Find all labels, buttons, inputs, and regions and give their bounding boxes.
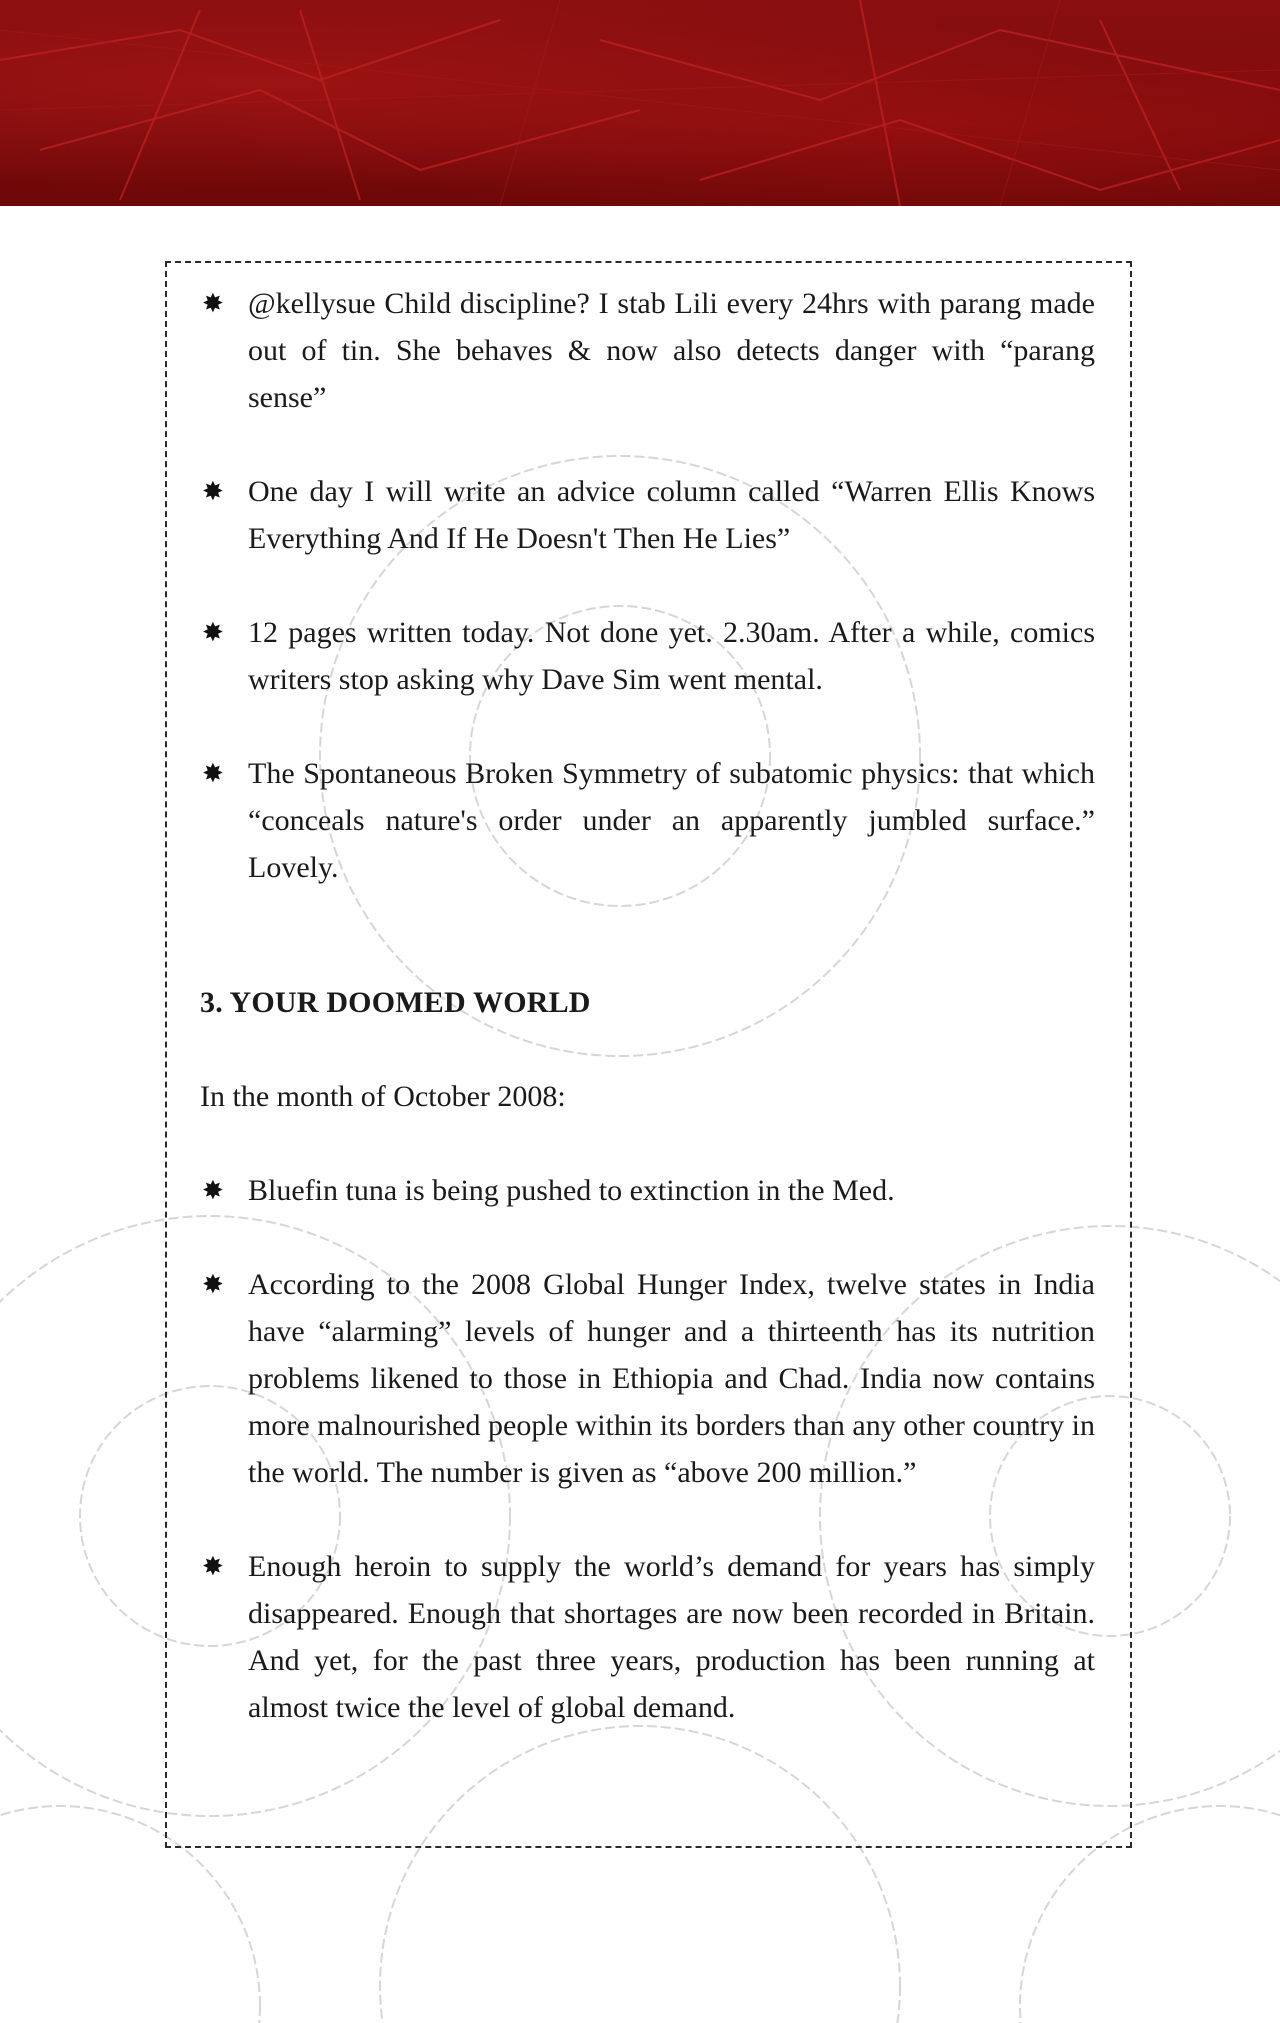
list-item xyxy=(200,750,1095,891)
list-item xyxy=(200,1261,1095,1496)
list-item-text: 12 pages written today. Not done yet. 2.30am. After a while, comics writers stop asking why Dave Sim went mental. xyxy=(248,616,1095,696)
page-content xyxy=(200,280,1095,1731)
list-item xyxy=(200,280,1095,421)
top-banner xyxy=(0,0,1280,206)
list-item-text: The Spontaneous Broken Symmetry of subatomic physics: that which “conceals nature's order under an apparently jumbled surface.” Lovely. xyxy=(248,757,1095,884)
asterisk-bullet-icon: ✸ xyxy=(202,1552,224,1581)
asterisk-bullet-icon: ✸ xyxy=(202,477,224,506)
list-item xyxy=(200,468,1095,562)
list-item-text: Bluefin tuna is being pushed to extinction in the Med. xyxy=(248,1174,895,1207)
list-item-text: @kellysue Child discipline? I stab Lili every 24hrs with parang made out of tin. She behaves & now also detects danger with “parang sense” xyxy=(248,287,1095,414)
banner-scratches xyxy=(0,0,1280,206)
list-item xyxy=(200,609,1095,703)
section-intro: In the month of October 2008: xyxy=(200,1080,566,1113)
asterisk-bullet-icon: ✸ xyxy=(202,1270,224,1299)
list-item xyxy=(200,1167,1095,1214)
list-item-text: According to the 2008 Global Hunger Index, twelve states in India have “alarming” levels of hunger and a thirteenth has its nutrition problems likened to those in Ethiopia and Chad. India now contains more malnourished people within its borders than any other country in the world. The number is given as “above 200 million.” xyxy=(248,1268,1095,1489)
asterisk-bullet-icon: ✸ xyxy=(202,618,224,647)
asterisk-bullet-icon: ✸ xyxy=(202,289,224,318)
asterisk-bullet-icon: ✸ xyxy=(202,1176,224,1205)
list-item-text: One day I will write an advice column called “Warren Ellis Knows Everything And If He Doesn't Then He Lies” xyxy=(248,475,1095,555)
doomed-world-list xyxy=(200,1167,1095,1731)
list-item-text: Enough heroin to supply the world’s demand for years has simply disappeared. Enough that shortages are now been recorded in Britain. And yet, for the past three years, production has been running at almost twice the level of global demand. xyxy=(248,1550,1095,1724)
asterisk-bullet-icon: ✸ xyxy=(202,759,224,788)
list-item xyxy=(200,1543,1095,1731)
section-heading: 3. YOUR DOOMED WORLD xyxy=(200,986,591,1019)
tweet-list xyxy=(200,280,1095,891)
